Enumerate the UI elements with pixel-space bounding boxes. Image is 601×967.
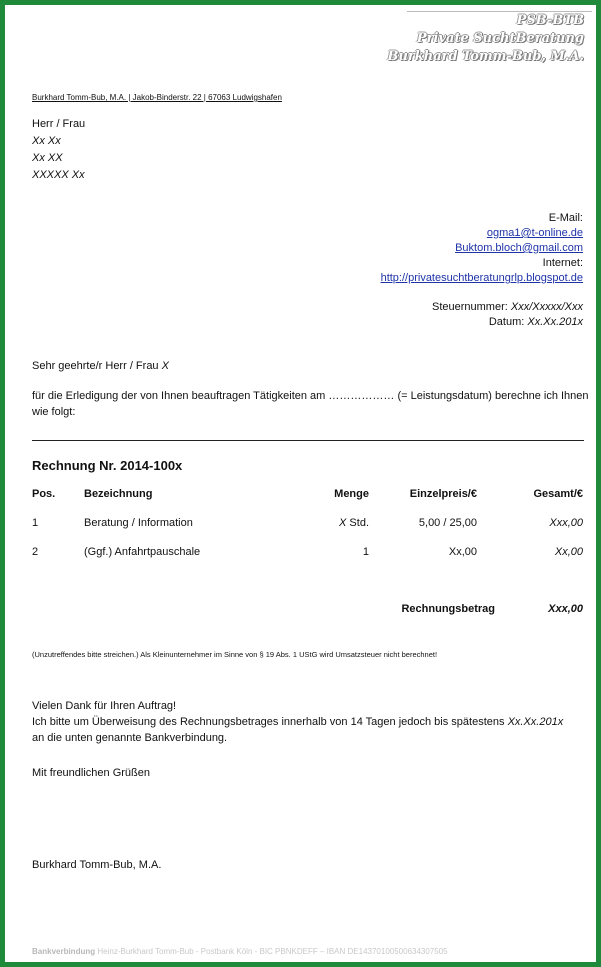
header-brand-line1: PSB-BTB [516,13,584,28]
row-1-qty [339,517,369,529]
header-brand-line2: Private SuchtBeratung [416,31,584,46]
regards-text: Mit freundlichen Grüßen [32,767,150,779]
transfer-text: Ich bitte um Überweisung des Rechnungsbetrages innerhalb von 14 Tagen jedoch bis spätestens [32,716,505,728]
tax-note: (Unzutreffendes bitte streichen.) Als Kleinunternehmer im Sinne von § 19 Abs. 1 UStG wird Umsatzsteuer nicht berechnet! [32,650,438,659]
recipient-street: Xx XX [32,152,63,164]
date-value: Xx.Xx.201x [527,316,583,328]
footer-text: Heinz-Burkhard Tomm-Bub - Postbank Köln - BIC PBNKDEFF – IBAN DE14370100500634307505 [97,947,448,956]
email-link-2[interactable]: Buktom.bloch@gmail.com [455,242,583,254]
email-link-1[interactable]: ogma1@t-online.de [486,227,583,239]
recipient-name: Xx Xx [32,135,61,147]
transfer-date: Xx.Xx.201x [507,716,564,728]
invoice-page [5,5,596,962]
internet-label: Internet: [542,257,583,269]
intro-line-2: wie folgt: [32,406,76,418]
col-header-desc: Bezeichnung [84,488,153,500]
row-1-total: Xxx,00 [549,517,583,529]
row-2-total: Xx,00 [554,546,583,558]
row-1-qty-unit: Std. [346,517,369,529]
row-2-desc: (Ggf.) Anfahrtpauschale [84,546,201,558]
sum-label: Rechnungsbetrag [401,603,495,615]
greeting-name: X [161,360,169,372]
tax-number [432,301,583,313]
header-rule [407,11,592,12]
thanks-text: Vielen Dank für Ihren Auftrag! [32,700,177,712]
bank-footer [32,947,448,956]
header-brand-line3: Burkhard Tomm-Bub, M.A. [387,49,584,64]
invoice-date [489,316,583,328]
sum-value: Xxx,00 [548,603,583,615]
sender-line: Burkhard Tomm-Bub, M.A. | Jakob-Binderstr. 22 | 67063 Ludwigshafen [32,93,282,102]
row-2-unit-price: Xx,00 [448,546,477,558]
recipient-salutation: Herr / Frau [32,118,86,130]
tax-value: Xxx/Xxxxx/Xxx [510,301,583,313]
row-2-pos: 2 [32,546,39,558]
tax-label: Steuernummer: [432,301,508,313]
col-header-total: Gesamt/€ [533,488,583,500]
greeting [32,358,169,374]
row-1-desc: Beratung / Information [84,517,193,529]
signature-name: Burkhard Tomm-Bub, M.A. [32,859,162,871]
email-label: E-Mail: [548,212,583,224]
bank-reference-text: an die unten genannte Bankverbindung. [32,732,228,744]
website-link[interactable]: http://privatesuchtberatungrlp.blogspot.de [380,272,583,284]
row-2-qty: 1 [362,546,369,558]
col-header-qty: Menge [334,488,369,500]
intro-line-1: für die Erledigung der von Ihnen beauftragen Tätigkeiten am ……………… (= Leistungsdatum) berechne ich Ihnen [32,390,589,402]
col-header-unit: Einzelpreis/€ [409,488,477,500]
row-1-pos: 1 [32,517,39,529]
section-divider [32,440,584,441]
date-label: Datum: [488,316,525,328]
col-header-pos: Pos. [32,488,56,500]
recipient-city: XXXXX Xx [32,169,85,181]
greeting-text: Sehr geehrte/r Herr / Frau [32,360,159,372]
row-1-unit-price: 5,00 / 25,00 [418,517,477,529]
footer-label: Bankverbindung [32,947,96,956]
row-1-qty-var: X [339,517,347,529]
invoice-title: Rechnung Nr. 2014-100x [32,458,183,473]
transfer-request [32,714,563,730]
